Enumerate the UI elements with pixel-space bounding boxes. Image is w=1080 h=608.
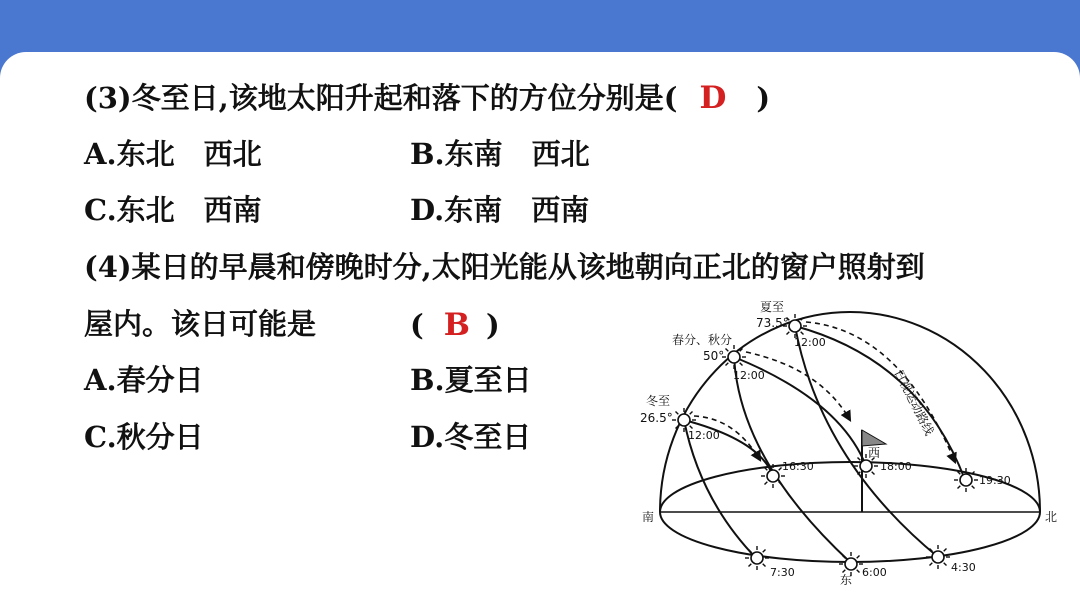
- q4-option-c: C.秋分日: [84, 420, 204, 454]
- path-label: 日视运动路线: [891, 367, 937, 438]
- dir-east: 东: [840, 573, 853, 587]
- question-3-answer: D: [699, 80, 727, 116]
- q3-option-a: A.东北 西北: [84, 137, 262, 171]
- gnomon-flag: [862, 430, 886, 446]
- time-0600: 6:00: [862, 566, 887, 579]
- q3-option-c: C.东北 西南: [84, 193, 262, 227]
- sun-path-diagram: [630, 290, 1080, 608]
- question-4-stem-line2: 屋内。该日可能是: [84, 307, 317, 341]
- equinox-path-arrow: [746, 352, 850, 420]
- equinox-angle: 50°: [703, 349, 725, 363]
- question-4-open-paren: (: [410, 308, 424, 342]
- q4-option-d: D.冬至日: [410, 420, 532, 454]
- time-0430: 4:30: [951, 561, 976, 574]
- winter-angle: 26.5°: [640, 411, 673, 425]
- noon-equinox: 12:00: [733, 369, 765, 382]
- winter-label: 冬至: [646, 394, 671, 408]
- question-4-stem-line1: (4)某日的早晨和傍晚时分,太阳光能从该地朝向正北的窗户照射到: [84, 250, 925, 284]
- noon-winter: 12:00: [688, 429, 720, 442]
- sun-1930: [954, 468, 978, 492]
- time-0730: 7:30: [770, 566, 795, 579]
- dir-west: 西: [868, 446, 881, 460]
- dir-south: 南: [642, 510, 655, 524]
- q3-option-b: B.东南 西北: [410, 137, 590, 171]
- equinox-label: 春分、秋分: [672, 333, 733, 347]
- sun-0730: [745, 546, 769, 570]
- q3-option-d: D.东南 西南: [410, 193, 590, 227]
- summer-angle: 73.5°: [756, 316, 789, 330]
- dir-north: 北: [1045, 510, 1058, 524]
- question-3-close-paren: ): [756, 81, 771, 115]
- sun-0430: [926, 545, 950, 569]
- question-4-answer-group: [410, 307, 500, 343]
- q4-option-a: A.春分日: [84, 363, 204, 397]
- noon-summer: 12:00: [794, 336, 826, 349]
- time-1930: 19:30: [979, 474, 1011, 487]
- time-1630: 16:30: [782, 460, 814, 473]
- sun-equinox-noon: [722, 345, 746, 369]
- q4-option-b: B.夏至日: [410, 363, 532, 397]
- summer-label: 夏至: [760, 300, 785, 314]
- time-1800: 18:00: [880, 460, 912, 473]
- question-4-close-paren: ): [485, 308, 500, 342]
- question-4-answer: B: [443, 307, 470, 343]
- question-3-stem: [84, 80, 771, 116]
- question-3-text: (3)冬至日,该地太阳升起和落下的方位分别是(: [84, 81, 678, 115]
